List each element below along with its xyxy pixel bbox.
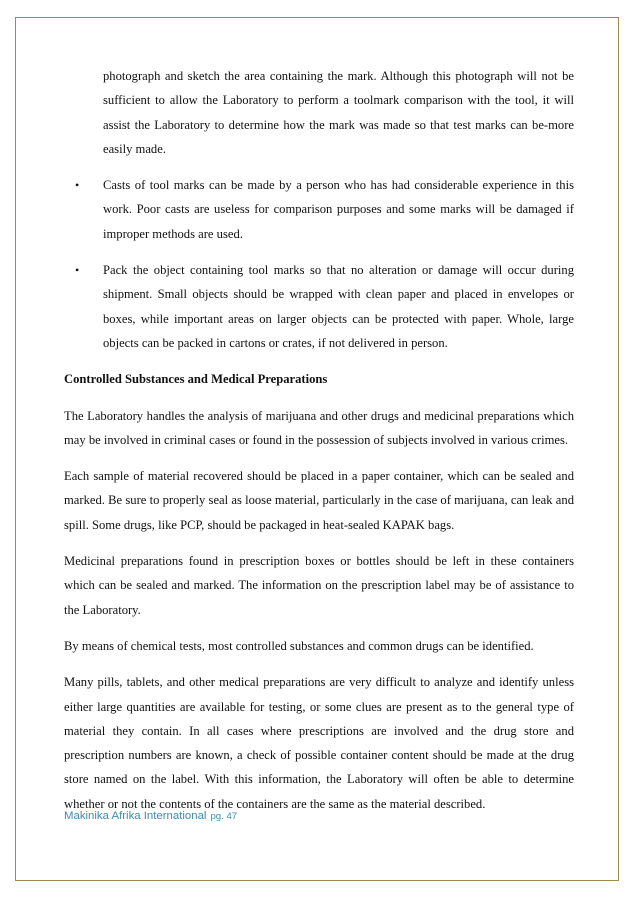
body-paragraph: The Laboratory handles the analysis of marijuana and other drugs and medicinal preparations which may be involved in criminal cases or found in the possession of subjects involved in various crimes. [64,408,574,447]
body-paragraph: By means of chemical tests, most controlled substances and common drugs can be identified. [64,638,534,653]
list-item [64,173,574,246]
body-paragraph: Medicinal preparations found in prescription boxes or bottles should be left in these containers which can be sealed and marked. The information on the prescription label may be of assistance to the Laboratory. [64,554,574,617]
footer-organization: Makinika Afrika International [64,810,207,822]
bullet-icon: • [75,263,80,278]
bullet-text: Pack the object containing tool marks so that no alteration or damage will occur during shipment. Small objects should be wrapped with clean paper and placed in envelopes or boxes, while important areas on larger objects can be protected with paper. Whole, large objects can be packed in cartons or crates, if not delivered in person. [103,263,574,350]
page-content [64,64,574,816]
list-item [64,258,574,355]
bullet-text: Casts of tool marks can be made by a person who has had considerable experience in this work. Poor casts are useless for comparison purposes and some marks will be damaged if improper methods are used. [103,178,574,241]
bullet-list [64,173,574,355]
continuation-paragraph: photograph and sketch the area containing the mark. Although this photograph will not be sufficient to allow the Laboratory to perform a toolmark comparison with the tool, it will assist the Laboratory to determine how the mark was made so that test marks can be-more easily made. [103,69,574,156]
body-paragraph: Many pills, tablets, and other medical preparations are very difficult to analyze and identify unless either large quantities are available for testing, or some clues are present as to the general type of material they contain. In all cases where prescriptions are involved and the drug store and prescription numbers are known, a check of possible container content should be made at the drug store named on the label. With this information, the Laboratory will often be able to determine whether or not the contents of the containers are the same as the material described. [64,675,574,811]
body-paragraph: Each sample of material recovered should be placed in a paper container, which can be sealed and marked. Be sure to properly seal as loose material, particularly in the case of marijuana, can leak and spill. Some drugs, like PCP, should be packaged in heat-sealed KAPAK bags. [64,469,574,532]
section-heading: Controlled Substances and Medical Preparations [64,372,328,387]
bullet-icon: • [75,178,80,193]
page-footer [64,810,237,822]
footer-page-number: pg. 47 [210,811,238,822]
